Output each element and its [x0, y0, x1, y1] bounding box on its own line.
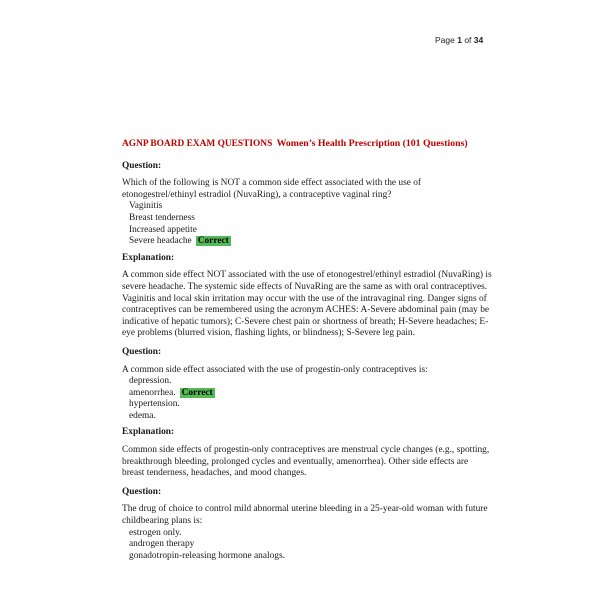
answer-option — [122, 551, 492, 563]
option-text: Severe headache — [129, 236, 192, 247]
answer-option — [122, 399, 492, 411]
option-text: gonadotropin-releasing hormone analogs. — [129, 550, 285, 561]
explanation-text: Common side effects of progestin-only contraceptives are menstrual cycle changes (e.g., spotting, breakthrough bleeding, prolonged cycles and eventually, amenorrhea). Other side effects are breast tenderness, headaches, and mood changes. — [122, 445, 490, 479]
answer-option — [122, 411, 492, 423]
option-text: androgen therapy — [129, 539, 195, 550]
title-exam-name: AGNP BOARD EXAM QUESTIONS — [122, 139, 273, 149]
question-heading: Question: — [122, 486, 162, 497]
title-subject: Women’s Health Prescription (101 Questions) — [276, 138, 468, 149]
answer-option — [122, 539, 492, 551]
question-text: The drug of choice to control mild abnormal uterine bleeding in a 25-year-old woman with future childbearing plans is: — [122, 504, 488, 527]
answer-options — [122, 376, 492, 422]
answer-option — [122, 528, 492, 540]
question-block-2 — [122, 347, 492, 480]
question-text: A common side effect associated with the use of progestin-only contraceptives is: — [122, 364, 428, 375]
page-of-label: of — [461, 35, 474, 45]
answer-option-correct — [122, 388, 492, 400]
question-heading: Question: — [122, 346, 162, 357]
question-block-3 — [122, 487, 492, 563]
answer-option-correct — [122, 236, 492, 248]
question-block-1 — [122, 161, 492, 340]
explanation-heading: Explanation: — [122, 252, 175, 263]
document-title — [122, 138, 492, 151]
page-label: Page — [435, 35, 458, 45]
answer-options — [122, 201, 492, 247]
answer-options — [122, 528, 492, 563]
option-text: hypertension. — [129, 399, 180, 410]
explanation-heading: Explanation: — [122, 427, 175, 438]
question-heading: Question: — [122, 160, 162, 171]
document-body — [122, 138, 492, 568]
option-text: amenorrhea. — [129, 387, 176, 398]
option-text: Vaginitis — [129, 201, 163, 212]
answer-option — [122, 225, 492, 237]
question-text: Which of the following is NOT a common side effect associated with the use of etonogestrel/ethinyl estradiol (NuvaRing), a contraceptive vaginal ring? — [122, 178, 422, 200]
answer-option — [122, 376, 492, 388]
option-text: edema. — [129, 410, 156, 421]
option-text: estrogen only. — [129, 527, 182, 538]
answer-option — [122, 213, 492, 225]
option-text: depression. — [129, 376, 172, 387]
total-pages: 34 — [473, 35, 484, 45]
option-text: Increased appetite — [129, 224, 197, 235]
option-text: Breast tenderness — [129, 212, 195, 223]
explanation-text: A common side effect NOT associated with the use of etonogestrel/ethinyl estradiol (NuvaRing) is severe headache. The systemic side effects of NuvaRing are the same as with oral contraceptives. Vaginitis and local skin irritation may occur with the use of the intravaginal ring. Danger signs of contraceptives can be remembered using the acronym ACHES: A-Severe abdominal pain (may be indicative of hepatic tumors); C-Severe chest pain or shortness of breath; H-Severe headaches; E-eye problems (blurred vision, flashing lights, or blindness); S-Severe leg pain. — [122, 270, 492, 339]
page-number — [435, 35, 483, 45]
correct-badge: Correct — [181, 387, 213, 398]
correct-badge: Correct — [197, 236, 229, 247]
answer-option — [122, 201, 492, 213]
current-page: 1 — [457, 35, 462, 45]
